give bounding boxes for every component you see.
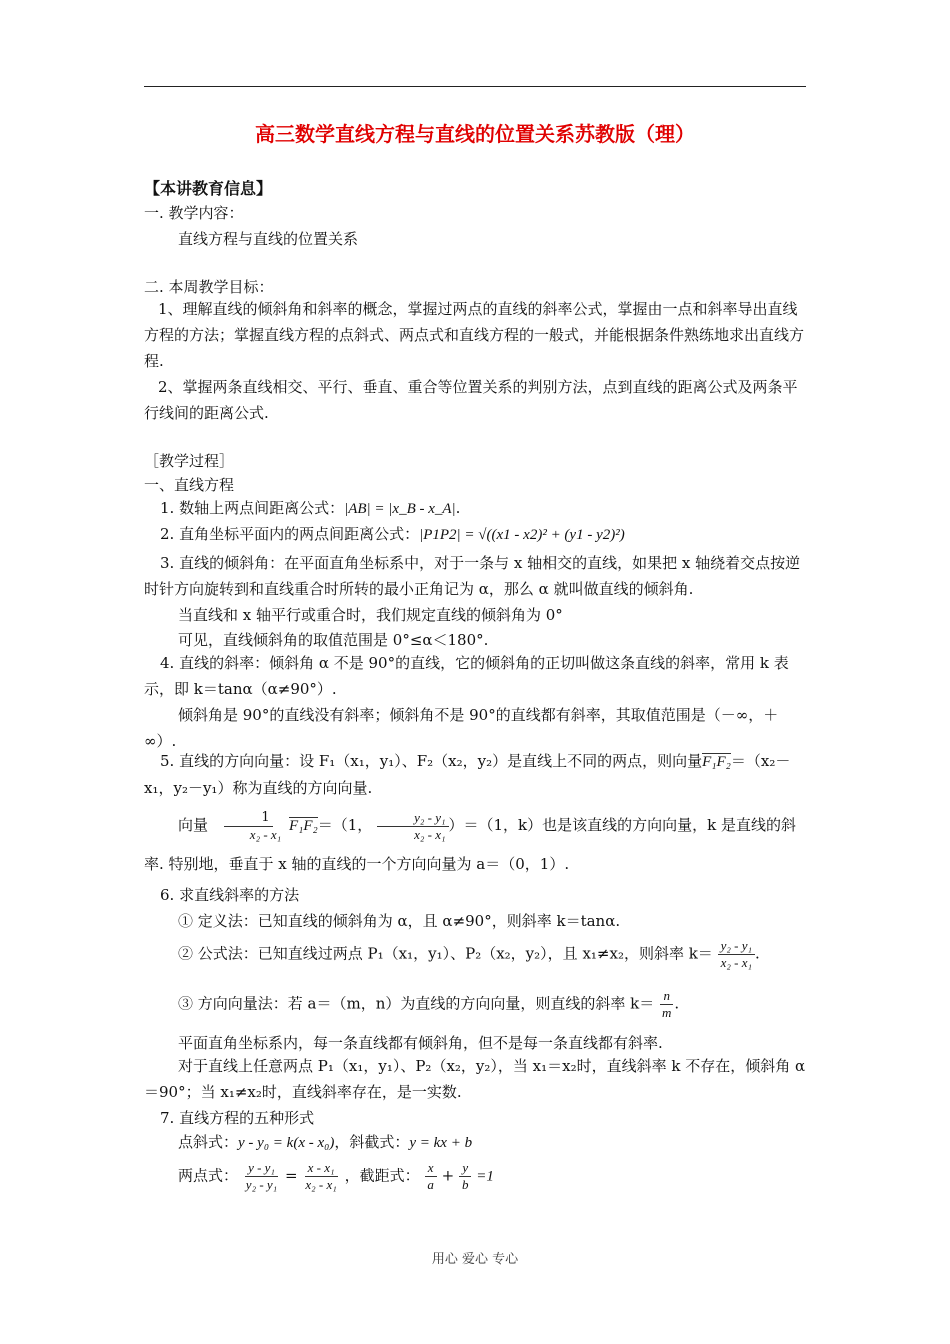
part1-heading: 一、直线方程 (144, 476, 235, 494)
vector-f1f2-b: F₁F₂ (289, 818, 318, 834)
sec1-heading: 一. 教学内容： (144, 204, 244, 222)
vector-f1f2: F₁F₂ (702, 754, 731, 770)
item-4-a: 倾斜角是 90°的直线没有斜率；倾斜角不是 90°的直线都有斜率，其取值范围是（－∞，＋∞）. (144, 706, 779, 750)
item-2: 2. 直角坐标平面内的两点间距离公式：|P1P2| = √((x1 - x2)² + (y1 - y2)²) (160, 525, 625, 543)
slope-intercept-formula: y = kx + b (409, 1135, 473, 1151)
page-title: 高三数学直线方程与直线的位置关系苏教版（理） (255, 122, 695, 146)
point-slope-formula: y - y₀ = k(x - x₀) (238, 1135, 335, 1151)
info-heading: 【本讲教育信息】 (144, 179, 273, 198)
distance-formula-2d: |P1P2| = √((x1 - x2)² + (y1 - y2)²) (419, 527, 625, 543)
two-point-lhs: $\frac{\text{y - y₁}}{\text{y₂ - y₁}}$ (245, 1160, 278, 1192)
header-rule (144, 86, 806, 87)
item-3-a: 当直线和 x 轴平行或重合时，我们规定直线的倾斜角为 0° (178, 606, 563, 624)
intercept-y-over-b: $\frac{y}{b}$ (459, 1160, 472, 1193)
note-2: 对于直线上任意两点 P₁（x₁，y₁）、P₂（x₂，y₂），当 x₁＝x₂时，直线斜率 k 不存在，倾斜角 α＝90°；当 x₁≠x₂时，直线斜率存在，是一实数. (144, 1057, 806, 1101)
slope-formula: $\frac{\text{y₂ - y₁}}{\text{x₂ - x₁}}$ (718, 938, 755, 971)
item-6: 6. 求直线斜率的方法 (160, 886, 300, 904)
page-footer: 用心 爱心 专心 (431, 1252, 519, 1267)
distance-formula-1d: |AB| = |x_B - x_A| (344, 501, 456, 517)
process-heading: ［教学过程］ (144, 452, 235, 470)
two-point-rhs: $\frac{\text{x - x₁}}{\text{x₂ - x₁}}$ (305, 1160, 337, 1192)
item-1: 1. 数轴上两点间距离公式：|AB| = |x_B - x_A|. (160, 499, 461, 517)
sec2-heading: 二. 本周教学目标： (144, 278, 274, 296)
goal-2: 2、掌握两条直线相交、平行、垂直、重合等位置关系的判别方法，点到直线的距离公式及两条平行线间的距离公式. (144, 378, 798, 422)
note-1: 平面直角坐标系内，每一条直线都有倾斜角，但不是每一条直线都有斜率. (178, 1034, 663, 1052)
item-3-b: 可见，直线倾斜角的取值范围是 0°≤α＜180°. (178, 631, 489, 649)
item-6-3: ③ 方向向量法：若 a＝（m，n）为直线的方向向量，则直线的斜率 k＝ $\frac{n}{m}$ . (178, 988, 680, 1020)
forms-line-1: 点斜式：y - y₀ = k(x - x₀)，斜截式：y = kx + b (178, 1133, 473, 1151)
forms-line-2: 两点式： $\frac{\text{y - y₁}}{\text{y₂ - y₁}}$ = $\frac{\text{x - x₁}}{\text{x₂ - x₁}}$ ，截距式： $\frac{x}{a}$ + $\frac{y}{b}$ =1 (178, 1160, 494, 1192)
item-6-1: ① 定义法：已知直线的倾斜角为 α，且 α≠90°，则斜率 k＝tanα. (178, 912, 621, 930)
intercept-x-over-a: $\frac{x}{a}$ (424, 1160, 437, 1193)
fraction-dy-over-dx: $\frac{\text{y₂ - y₁}}{\text{x₂ - x₁}}$ (377, 810, 448, 843)
item-7: 7. 直线方程的五种形式 (160, 1109, 315, 1127)
item-5-b: 向量 $\frac{1}{\text{x₂ - x₁}}$ F₁F₂＝（1， $\frac{\text{y₂ - y₁}}{\text{x₂ - x₁}}$ ）＝（1，k）也是该直线的方向向量，k 是直线的斜率. 特别地，垂直于 x 轴的直线的一个方向向量为 a＝（0，1）. (144, 809, 797, 873)
fraction-one-over-dx: $\frac{1}{\text{x₂ - x₁}}$ (213, 810, 284, 843)
item-6-2: ② 公式法：已知直线过两点 P₁（x₁，y₁）、P₂（x₂，y₂），且 x₁≠x₂，则斜率 k＝ $\frac{\text{y₂ - y₁}}{\text{x₂ - x₁}}$ . (178, 938, 760, 970)
item-3: 3. 直线的倾斜角：在平面直角坐标系中，对于一条与 x 轴相交的直线，如果把 x 轴绕着交点按逆时针方向旋转到和直线重合时所转的最小正角记为 α，那么 α 就叫做直线的倾斜角. (144, 554, 801, 598)
item-4: 4. 直线的斜率：倾斜角 α 不是 90°的直线，它的倾斜角的正切叫做这条直线的斜率，常用 k 表示，即 k＝tanα（α≠90°）. (144, 654, 789, 698)
goal-1: 1、理解直线的倾斜角和斜率的概念，掌握过两点的直线的斜率公式，掌握由一点和斜率导出直线方程的方法；掌握直线方程的点斜式、两点式和直线方程的一般式，并能根据条件熟练地求出直线方程. (144, 300, 805, 370)
sec1-content: 直线方程与直线的位置关系 (178, 230, 359, 248)
slope-n-over-m: $\frac{n}{m}$ (662, 988, 672, 1020)
item-5: 5. 直线的方向向量：设 F₁（x₁，y₁）、F₂（x₂，y₂）是直线上不同的两点，则向量F₁F₂＝（x₂－x₁，y₂－y₁）称为直线的方向向量. (144, 752, 791, 797)
